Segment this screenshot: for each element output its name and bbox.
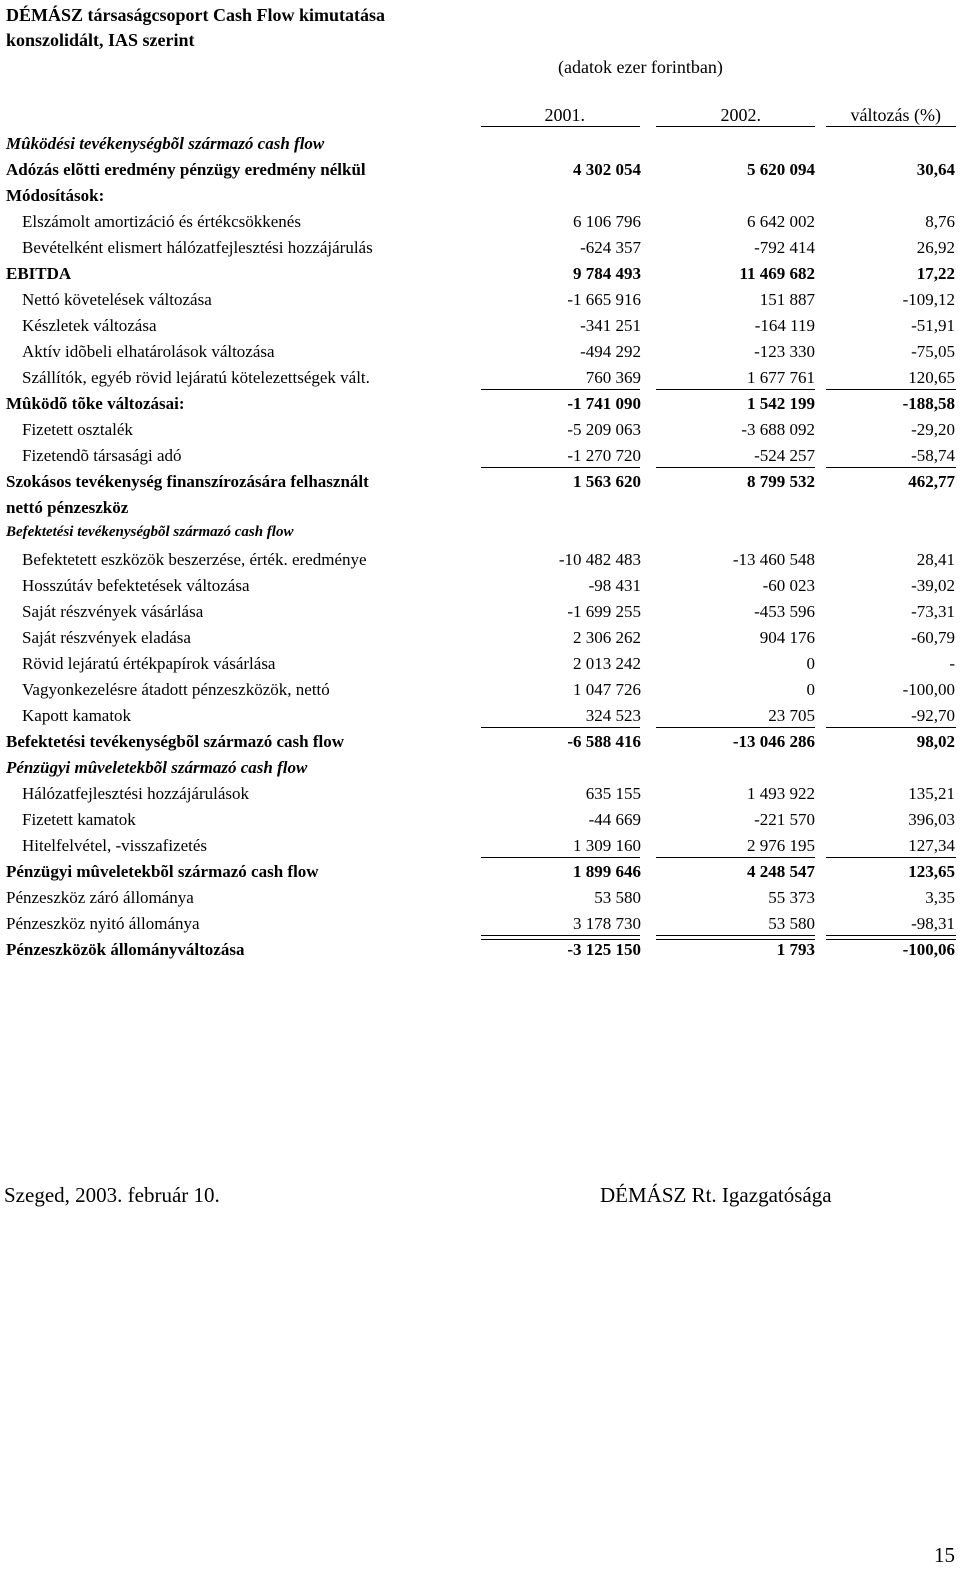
place-date: Szeged, 2003. február 10. [4, 1183, 220, 1207]
table-row [0, 313, 960, 339]
row-label: nettó pénzeszköz [6, 498, 129, 517]
value-2001: -1 270 720 [567, 446, 641, 465]
row-label: Aktív idõbeli elhatárolások változása [22, 342, 275, 361]
column-header-change: változás (%) [850, 105, 941, 125]
value-change: 3,35 [925, 888, 955, 907]
row-label: Hálózatfejlesztési hozzájárulások [22, 784, 250, 803]
value-2002: 11 469 682 [739, 264, 815, 283]
table-row [0, 235, 960, 261]
row-label: Pénzeszközök állományváltozása [6, 940, 245, 959]
subtotal-rule [481, 727, 640, 728]
value-2002: 5 620 094 [747, 160, 815, 179]
table-row [0, 859, 960, 885]
double-rule [481, 935, 640, 940]
value-2001: 6 106 796 [573, 212, 641, 231]
row-label: Mûködõ tõke változásai: [6, 394, 185, 413]
subtotal-rule [826, 467, 956, 468]
value-2002: -123 330 [754, 342, 815, 361]
report-title-line1: DÉMÁSZ társaságcsoport Cash Flow kimutatása [6, 5, 386, 25]
value-change: 28,41 [916, 550, 955, 569]
table-row [0, 573, 960, 599]
row-label: Fizetett osztalék [22, 420, 133, 439]
value-2001: -3 125 150 [567, 940, 641, 959]
value-2002: 55 373 [768, 888, 815, 907]
value-2002: -164 119 [754, 316, 815, 335]
value-2001: 1 309 160 [573, 836, 641, 855]
row-label: Nettó követelések változása [22, 290, 212, 309]
subtotal-rule [826, 857, 956, 858]
value-2002: 53 580 [768, 914, 815, 933]
subtotal-rule [481, 389, 640, 390]
table-row [0, 651, 960, 677]
row-label: Bevételként elismert hálózatfejlesztési hozzájárulás [22, 238, 373, 257]
value-2002: -13 460 548 [732, 550, 815, 569]
value-2002: 1 793 [776, 940, 815, 959]
value-2001: 1 047 726 [573, 680, 641, 699]
row-label: Elszámolt amortizáció és értékcsökkenés [22, 212, 301, 231]
table-row [0, 807, 960, 833]
table-row [0, 625, 960, 651]
table-row [0, 339, 960, 365]
value-2002: 1 493 922 [747, 784, 815, 803]
row-label: Pénzügyi mûveletekbõl származó cash flow [6, 862, 319, 881]
value-change: 30,64 [916, 160, 955, 179]
value-change: -73,31 [911, 602, 955, 621]
subtotal-rule [826, 727, 956, 728]
row-label: Fizetendõ társasági adó [22, 446, 182, 465]
table-row [0, 131, 960, 157]
value-2001: 635 155 [585, 784, 641, 803]
table-row [0, 157, 960, 183]
value-change: 120,65 [908, 368, 955, 387]
table-row [0, 365, 960, 391]
row-label: Hosszútáv befektetések változása [22, 576, 250, 595]
value-2001: 2 306 262 [573, 628, 641, 647]
value-2001: -1 699 255 [567, 602, 641, 621]
value-2001: -1 741 090 [567, 394, 641, 413]
header-underline-2001 [481, 126, 640, 127]
table-row [0, 755, 960, 781]
table-row [0, 599, 960, 625]
value-2001: -5 209 063 [567, 420, 641, 439]
value-change: 127,34 [908, 836, 955, 855]
table-row [0, 547, 960, 573]
unit-note: (adatok ezer forintban) [558, 57, 723, 77]
value-change: -58,74 [911, 446, 955, 465]
value-change: -39,02 [911, 576, 955, 595]
value-change: -51,91 [911, 316, 955, 335]
value-2002: 2 976 195 [747, 836, 815, 855]
value-2001: -10 482 483 [558, 550, 641, 569]
value-change: 135,21 [908, 784, 955, 803]
subtotal-rule [656, 857, 815, 858]
value-change: -92,70 [911, 706, 955, 725]
value-change: -75,05 [911, 342, 955, 361]
value-2002: -3 688 092 [741, 420, 815, 439]
value-2001: 4 302 054 [573, 160, 641, 179]
value-change: -60,79 [911, 628, 955, 647]
table-row [0, 729, 960, 755]
row-label: EBITDA [6, 264, 72, 283]
report-title-line2: konszolidált, IAS szerint [6, 30, 195, 50]
double-rule [826, 935, 956, 940]
value-2001: -44 669 [588, 810, 641, 829]
value-change: -98,31 [911, 914, 955, 933]
value-2001: -6 588 416 [567, 732, 641, 751]
value-2001: 53 580 [594, 888, 641, 907]
value-2001: 324 523 [585, 706, 641, 725]
value-2002: 23 705 [768, 706, 815, 725]
value-change: -100,06 [902, 940, 955, 959]
value-2002: -524 257 [754, 446, 815, 465]
value-2002: 1 677 761 [747, 368, 815, 387]
row-label: Vagyonkezelésre átadott pénzeszközök, nettó [22, 680, 330, 699]
table-row [0, 417, 960, 443]
row-label: Pénzeszköz nyitó állománya [6, 914, 200, 933]
table-row [0, 391, 960, 417]
value-2001: -98 431 [588, 576, 641, 595]
signature: DÉMÁSZ Rt. Igazgatósága [600, 1183, 832, 1207]
value-change: -29,20 [911, 420, 955, 439]
row-label: Befektetési tevékenységbõl származó cash flow [6, 732, 345, 751]
table-row [0, 937, 960, 963]
table-row [0, 911, 960, 937]
value-2002: 8 799 532 [747, 472, 815, 491]
row-label: Pénzeszköz záró állománya [6, 888, 194, 907]
value-2001: 1 899 646 [573, 862, 641, 881]
value-2001: 760 369 [585, 368, 641, 387]
value-2002: 0 [806, 680, 815, 699]
value-2001: 2 013 242 [573, 654, 641, 673]
table-row [0, 443, 960, 469]
table-row [0, 833, 960, 859]
table-row [0, 703, 960, 729]
value-2002: -221 570 [754, 810, 815, 829]
row-label: Szokásos tevékenység finanszírozására felhasznált [6, 472, 369, 491]
row-label: Módosítások: [6, 186, 105, 205]
value-change: 462,77 [908, 472, 955, 491]
header-underline-change [826, 126, 956, 127]
value-2001: 3 178 730 [573, 914, 641, 933]
value-change: 8,76 [925, 212, 955, 231]
row-label: Fizetett kamatok [22, 810, 136, 829]
value-2002: 4 248 547 [747, 862, 815, 881]
subtotal-rule [656, 467, 815, 468]
value-2001: 1 563 620 [573, 472, 641, 491]
row-label: Kapott kamatok [22, 706, 132, 725]
page-number: 15 [934, 1543, 955, 1567]
double-rule [656, 935, 815, 940]
table-row [0, 781, 960, 807]
row-label: Befektetési tevékenységbõl származó cash flow [6, 524, 294, 540]
value-2002: -60 023 [762, 576, 815, 595]
value-2001: -1 665 916 [567, 290, 641, 309]
row-label: Készletek változása [22, 316, 157, 335]
value-change: -188,58 [902, 394, 955, 413]
table-row [0, 287, 960, 313]
value-change: 123,65 [908, 862, 955, 881]
subtotal-rule [656, 389, 815, 390]
table-row [0, 885, 960, 911]
row-label: Pénzügyi mûveletekbõl származó cash flow [6, 758, 308, 777]
value-2001: -494 292 [580, 342, 641, 361]
subtotal-rule [826, 389, 956, 390]
value-change: 98,02 [916, 732, 955, 751]
value-2002: -792 414 [754, 238, 815, 257]
column-header-2002: 2002. [720, 105, 761, 125]
value-change: -109,12 [902, 290, 955, 309]
value-2001: 9 784 493 [573, 264, 641, 283]
value-2002: 1 542 199 [747, 394, 815, 413]
table-row [0, 495, 960, 521]
row-label: Szállítók, egyéb rövid lejáratú kötelezettségek vált. [22, 368, 370, 387]
value-2001: -341 251 [580, 316, 641, 335]
row-label: Saját részvények eladása [22, 628, 191, 647]
value-2001: -624 357 [580, 238, 641, 257]
value-2002: 6 642 002 [747, 212, 815, 231]
row-label: Befektetett eszközök beszerzése, érték. eredménye [22, 550, 367, 569]
table-row [0, 469, 960, 495]
table-row [0, 261, 960, 287]
subtotal-rule [656, 727, 815, 728]
value-change: 396,03 [908, 810, 955, 829]
value-2002: 904 176 [759, 628, 815, 647]
value-change: 26,92 [916, 238, 955, 257]
table-row [0, 183, 960, 209]
row-label: Saját részvények vásárlása [22, 602, 204, 621]
subtotal-rule [481, 857, 640, 858]
row-label: Mûködési tevékenységbõl származó cash flow [6, 134, 325, 153]
value-change: - [949, 654, 955, 673]
subtotal-rule [481, 467, 640, 468]
table-row [0, 209, 960, 235]
value-2002: 0 [806, 654, 815, 673]
row-label: Adózás elõtti eredmény pénzügy eredmény nélkül [6, 160, 366, 179]
row-label: Hitelfelvétel, -visszafizetés [22, 836, 208, 855]
column-header-2001: 2001. [544, 105, 585, 125]
value-2002: -13 046 286 [732, 732, 815, 751]
value-change: -100,00 [902, 680, 955, 699]
table-row [0, 521, 960, 547]
row-label: Rövid lejáratú értékpapírok vásárlása [22, 654, 276, 673]
value-2002: -453 596 [754, 602, 815, 621]
header-underline-2002 [656, 126, 815, 127]
table-row [0, 677, 960, 703]
value-2002: 151 887 [759, 290, 815, 309]
value-change: 17,22 [916, 264, 955, 283]
